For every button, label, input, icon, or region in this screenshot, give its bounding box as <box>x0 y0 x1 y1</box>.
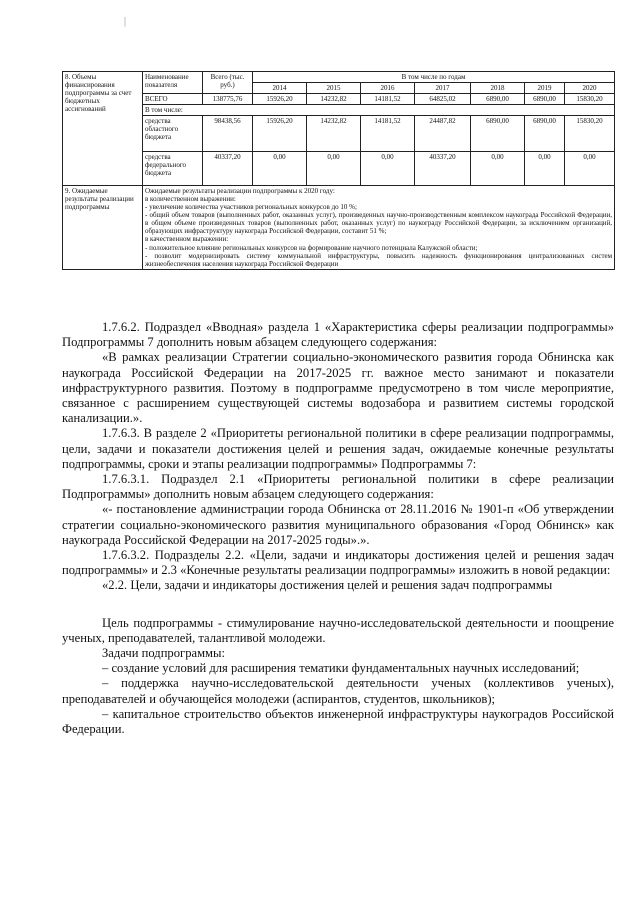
expected-line: - общий объем товаров (выполненных работ, оказанных услуг), произведенных научно-производственным комплексом наукограда Российской Федерации, в общем объеме произведенных товаров (выполненных работ, оказанных услуг) по наукограду Российской Федерации, за исключением организаций, образующих инфраструктуру наукограда Российской Федерации, составит 51 %; <box>145 211 613 236</box>
value-cell: 0,00 <box>307 152 361 186</box>
section-heading: «2.2. Цели, задачи и индикаторы достижения целей и решения задач подпрограммы <box>102 578 553 593</box>
scan-mark: | <box>124 16 127 27</box>
value-cell: 14232,82 <box>307 94 361 105</box>
expected-line: в количественном выражении: <box>145 195 236 204</box>
value-cell: 6890,00 <box>471 116 525 152</box>
expected-results-cell <box>143 186 615 269</box>
value-cell: 0,00 <box>471 152 525 186</box>
row-name: ВСЕГО <box>143 94 203 105</box>
year-cell: 2020 <box>565 83 615 94</box>
paragraph: «В рамках реализации Стратегии социально-экономического развития города Обнинска как наукограда Российской Федерации на 2017-2025 гг. важное место занимают и показатели инфраструктурного развития. Поэтому в подпрограмме предусмотрено в том числе мероприятие, связанное с расширением существующей системы водозабора и развитием системы городской канализации.». <box>62 350 614 426</box>
list-item: – капитальное строительство объектов инженерной инфраструктуры наукоградов Российской Федерации. <box>62 706 614 737</box>
paragraph: Задачи подпрограммы: <box>102 646 225 661</box>
table-row <box>63 116 615 152</box>
col-total-header: Всего (тыс. руб.) <box>203 72 253 94</box>
row8-label: 8. Объемы финансирования подпрограммы за счет бюджетных ассигнований <box>63 72 143 186</box>
table-row <box>63 94 615 105</box>
table-row <box>63 152 615 186</box>
value-cell: 40337,20 <box>415 152 471 186</box>
expected-line: в качественном выражении: <box>145 235 229 244</box>
value-cell: 15926,20 <box>253 116 307 152</box>
expected-line: - позволит модернизировать систему коммунальной инфраструктуры, повысить надежность функционирования централизованных систем жизнеобеспечения населения наукограда Российской Федерации <box>145 251 613 268</box>
row-total: 98438,56 <box>203 116 253 152</box>
value-cell: 14232,82 <box>307 116 361 152</box>
row9-label: 9. Ожидаемые результаты реализации подпрограммы <box>63 186 143 269</box>
paragraph: 1.7.6.2. Подраздел «Вводная» раздела 1 «Характеристика сферы реализации подпрограммы» Подпрограммы 7 дополнить новым абзацем следующего содержания: <box>62 320 614 350</box>
value-cell: 15926,20 <box>253 94 307 105</box>
value-cell: 0,00 <box>253 152 307 186</box>
value-cell: 24487,82 <box>415 116 471 152</box>
document-body <box>62 320 614 737</box>
year-cell: 2014 <box>253 83 307 94</box>
list-item: – поддержка научно-исследовательской деятельности ученых (коллективов ученых), преподавателей и обучающейся молодежи (аспирантов, студентов, школьников); <box>62 676 614 706</box>
value-cell: 14181,52 <box>361 116 415 152</box>
in-that-number-label: В том числе: <box>143 105 615 116</box>
year-cell: 2016 <box>361 83 415 94</box>
value-cell: 0,00 <box>565 152 615 186</box>
value-cell: 15830,20 <box>565 94 615 105</box>
year-cell: 2015 <box>307 83 361 94</box>
paragraph: Цель подпрограммы - стимулирование научно-исследовательской деятельности и поощрение ученых, преподавателей, талантливой молодежи. <box>62 615 614 645</box>
year-cell: 2019 <box>525 83 565 94</box>
year-cell: 2017 <box>415 83 471 94</box>
paragraph: 1.7.6.3. В разделе 2 «Приоритеты региональной политики в сфере реализации подпрограммы, цели, задачи и показатели достижения целей и решения задач, ожидаемые конечные результаты подпрограммы, сроки и этапы реализации подпрограммы» Подпрограммы 7: <box>62 426 614 471</box>
row-name: средства федерального бюджета <box>143 152 203 186</box>
financing-table <box>62 71 615 270</box>
value-cell: 14181,52 <box>361 94 415 105</box>
value-cell: 15830,20 <box>565 116 615 152</box>
paragraph: 1.7.6.3.2. Подразделы 2.2. «Цели, задачи и индикаторы достижения целей и решения задач подпрограммы» и 2.3 «Конечные результаты реализации подпрограммы» изложить в новой редакции: <box>62 548 614 578</box>
year-cell: 2018 <box>471 83 525 94</box>
value-cell: 0,00 <box>525 152 565 186</box>
expected-line: - положительное влияние региональных конкурсов на формирование научного потенциала Калужской области; <box>145 243 478 252</box>
list-item: – создание условий для расширения тематики фундаментальных научных исследований; <box>102 661 580 676</box>
row-total: 138775,76 <box>203 94 253 105</box>
col-years-header: В том числе по годам <box>253 72 615 83</box>
value-cell: 6890,00 <box>471 94 525 105</box>
row-name: средства областного бюджета <box>143 116 203 152</box>
value-cell: 6890,00 <box>525 94 565 105</box>
paragraph: «- постановление администрации города Обнинска от 28.11.2016 № 1901-п «Об утверждении стратегии социально-экономического развития муниципального образования «Город Обнинск» как наукограда Российской Федерации на 2017-2025 годы».». <box>62 502 614 547</box>
col-name-header: Наименование показателя <box>143 72 203 94</box>
value-cell: 0,00 <box>361 152 415 186</box>
value-cell: 64825,02 <box>415 94 471 105</box>
paragraph: 1.7.6.3.1. Подраздел 2.1 «Приоритеты региональной политики в сфере реализации Подпрограммы» дополнить новым абзацем следующего содержания: <box>62 472 614 502</box>
row-total: 40337,20 <box>203 152 253 186</box>
expected-line: - увеличение количества участников региональных конкурсов до 10 %; <box>145 203 357 212</box>
expected-line: Ожидаемые результаты реализации подпрограммы к 2020 году: <box>145 187 335 196</box>
value-cell: 6890,00 <box>525 116 565 152</box>
